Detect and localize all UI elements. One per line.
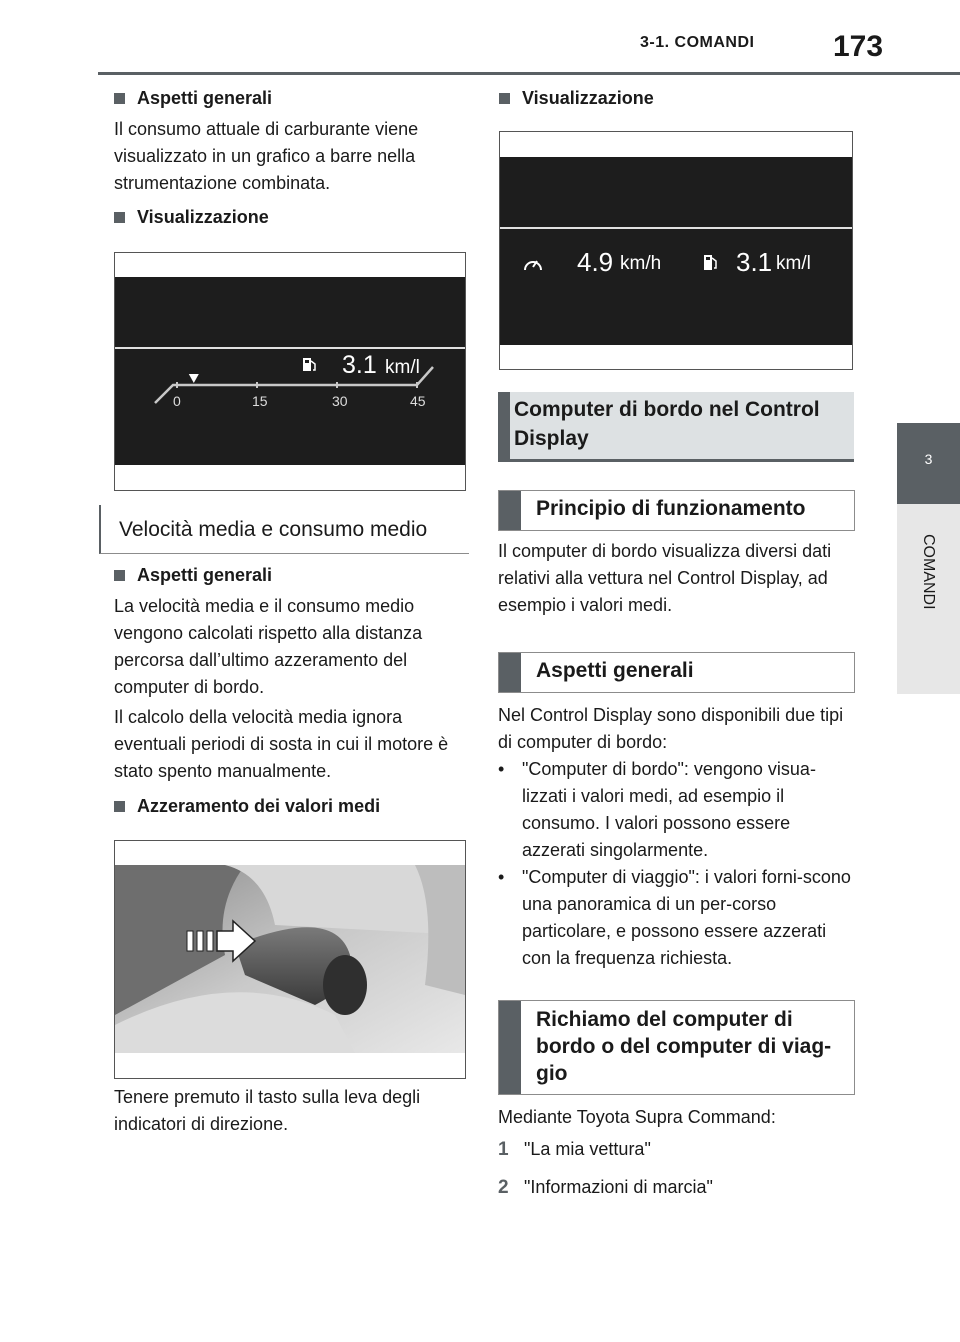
speedometer-icon <box>522 253 544 273</box>
square-bullet-icon <box>114 212 125 223</box>
heading-visualizzazione-1 <box>113 207 269 228</box>
heading-text: Aspetti generali <box>137 565 273 585</box>
fuel-pointer-icon <box>189 374 199 383</box>
list-item-text: "Computer di bordo": vengono visua-lizzati i valori medi, ad esempio il consumo. I valori possono essere azzerati singolarmente. <box>522 759 816 860</box>
display-screen <box>500 157 852 345</box>
heading-text: Visualizzazione <box>137 207 269 227</box>
figure-fuel-consumption-bar <box>114 252 466 491</box>
section-bar <box>499 1001 521 1094</box>
fuel-value: 3.1 <box>736 247 773 277</box>
fuel-unit: km/l <box>385 357 420 378</box>
screen-divider <box>500 227 852 229</box>
square-bullet-icon <box>114 570 125 581</box>
subsection-title: Principio di funzionamento <box>536 497 806 520</box>
square-bullet-icon <box>114 93 125 104</box>
heading-visualizzazione-2 <box>498 88 654 109</box>
paragraph-tenere-premuto: Tenere premuto il tasto sulla leva degli indicatori di direzione. <box>114 1087 421 1134</box>
section-velocita-media <box>99 505 469 554</box>
step-2 <box>498 1174 854 1201</box>
heading-text: Azzeramento dei valori medi <box>137 796 381 816</box>
scale-label-15: 15 <box>252 393 268 409</box>
scale-label-45: 45 <box>410 393 426 409</box>
step-number: 2 <box>498 1177 509 1198</box>
square-bullet-icon <box>114 801 125 812</box>
section-title: Velocità media e consumo medio <box>119 518 428 541</box>
subsection-richiamo <box>498 1000 855 1095</box>
subsection-title: Richiamo del computer di bordo o del computer di viag-gio <box>536 1008 832 1085</box>
paragraph-consumo-attuale: Il consumo attuale di carburante viene visualizzato in un grafico a barre nella strumentazione combinata. <box>114 119 419 193</box>
chapter-title: COMANDI <box>920 534 937 610</box>
section-bar <box>498 392 510 459</box>
bullet-icon: • <box>498 759 505 779</box>
section-title: Computer di bordo nel Control Display <box>514 398 820 450</box>
scale-label-0: 0 <box>173 393 181 409</box>
section-bar <box>499 653 521 692</box>
paragraph-supra-command: Mediante Toyota Supra Command: <box>498 1107 776 1127</box>
heading-aspetti-generali-1 <box>113 88 272 109</box>
subsection-aspetti-generali <box>498 652 855 693</box>
paragraph-calcolo-velocita: Il calcolo della velocità media ignora eventuali periodi di sosta in cui il motore è stato spento manualmente. <box>114 707 449 781</box>
header-rule <box>98 72 960 75</box>
section-bar <box>499 491 521 530</box>
fuel-pump-icon <box>703 253 719 273</box>
step-1 <box>498 1136 854 1163</box>
fuel-unit: km/l <box>776 253 811 274</box>
fuel-pump-icon <box>303 358 315 371</box>
speed-value: 4.9 <box>577 247 614 277</box>
subsection-title: Aspetti generali <box>536 659 694 682</box>
heading-azzeramento <box>113 796 380 817</box>
paragraph-calcolo-valori: La velocità media e il consumo medio vengono calcolati rispetto alla distanza percorsa dall’ultimo azzeramento del computer di bordo. <box>114 596 423 697</box>
paragraph-principio: Il computer di bordo visualizza diversi dati relativi alla vettura nel Control Display, ad esempio i valori medi. <box>498 541 832 615</box>
square-bullet-icon <box>499 93 510 104</box>
fuel-value: 3.1 <box>342 351 377 379</box>
figure-average-values-display <box>499 131 853 370</box>
step-number: 1 <box>498 1139 509 1160</box>
chapter-tab <box>897 423 960 504</box>
section-label: 3-1. COMANDI <box>640 34 755 51</box>
heading-text: Aspetti generali <box>137 88 273 108</box>
bullet-list <box>498 756 854 972</box>
list-item <box>498 864 854 972</box>
page-number: 173 <box>833 30 884 63</box>
heading-text: Visualizzazione <box>522 88 654 108</box>
speed-unit: km/h <box>620 253 662 274</box>
section-computer-di-bordo <box>498 392 854 462</box>
display-screen <box>115 277 465 465</box>
subsection-principio <box>498 490 855 531</box>
step-text: "Informazioni di marcia" <box>524 1177 713 1197</box>
scale-label-30: 30 <box>332 393 348 409</box>
bullet-icon: • <box>498 867 505 887</box>
heading-aspetti-generali-2 <box>113 565 272 586</box>
figure-indicator-lever <box>114 840 466 1079</box>
list-item <box>498 756 854 864</box>
paragraph-tipi-computer: Nel Control Display sono disponibili due tipi di computer di bordo: <box>498 705 844 752</box>
list-item-text: "Computer di viaggio": i valori forni-scono una panoramica di un per-corso particolare, e possono essere azzerati con la frequenza richiesta. <box>522 867 851 968</box>
chapter-number: 3 <box>924 451 933 467</box>
step-text: "La mia vettura" <box>524 1139 651 1159</box>
lever-illustration <box>115 865 465 1053</box>
